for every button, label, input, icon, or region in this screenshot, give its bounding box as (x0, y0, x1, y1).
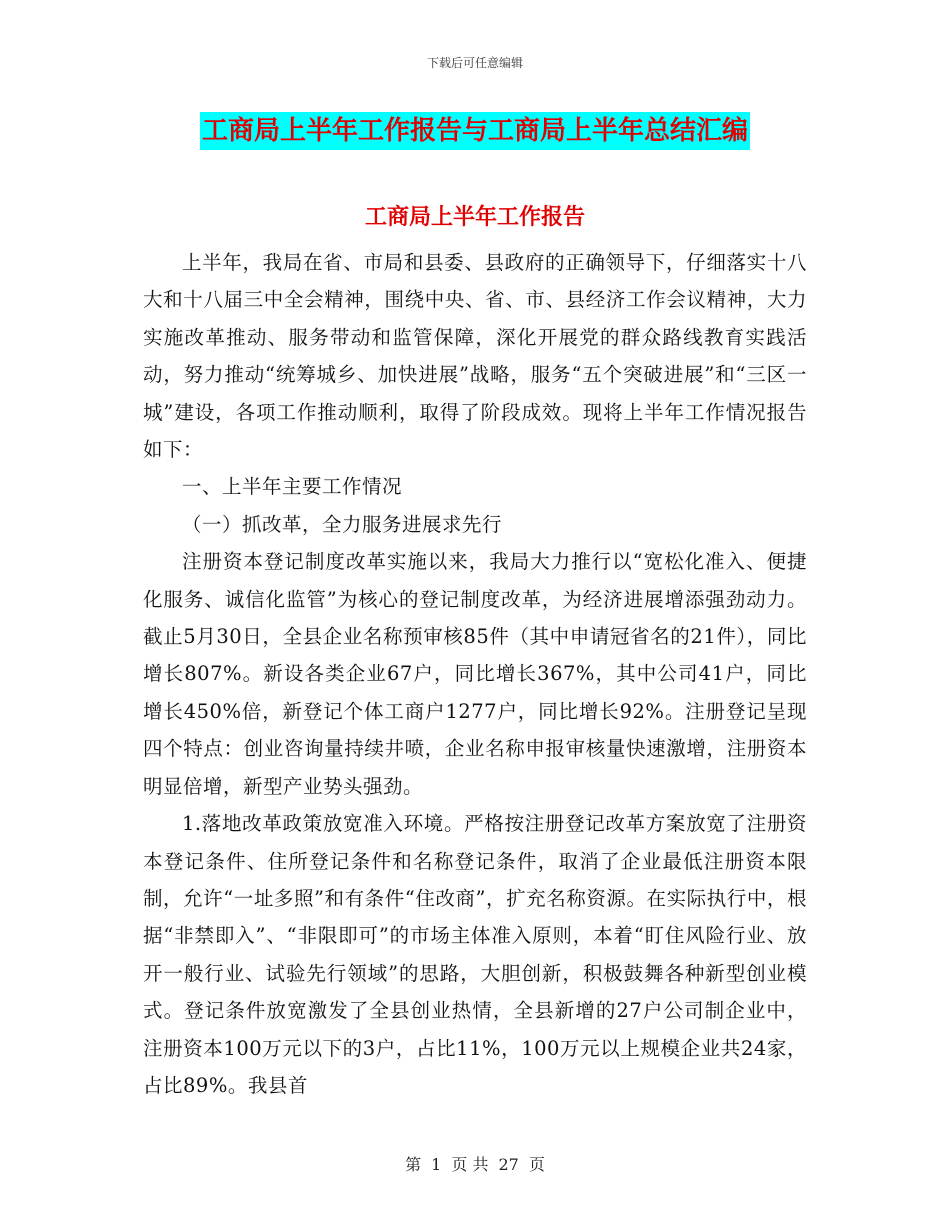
paragraph-policy-implementation: 1.落地改革政策放宽准入环境。严格按注册登记改革方案放宽了注册资本登记条件、住所登记条件和名称登记条件，取消了企业最低注册资本限制，允许“一址多照”和有条件“住改商”，扩充名称资源。在实际执行中，根据“非禁即入”、“非限即可”的市场主体准入原则，本着“盯住风险行业、放开一般行业、试验先行领域”的思路，大胆创新，积极鼓舞各种新型创业模式。登记条件放宽激发了全县创业热情，全县新增的27户公司制企业中，注册资本100万元以下的3户，占比11%，100万元以上规模企业共24家，占比89%。我县首 (143, 812, 807, 1097)
paragraph-registration-reform: 注册资本登记制度改革实施以来，我局大力推行以“宽松化准入、便捷化服务、诚信化监管”为核心的登记制度改革，为经济进展增添强劲动力。截止5月30日，全县企业名称预审核85件（其中申请冠省名的21件），同比增长807%。新设各类企业67户，同比增长367%，其中公司41户，同比增长450%倍，新登记个体工商户1277户，同比增长92%。注册登记呈现四个特点：创业咨询量持续井喷，企业名称申报审核量快速激增，注册资本明显倍增，新型产业势头强劲。 (143, 550, 807, 798)
heading-part-one: 一、上半年主要工作情况 (182, 475, 403, 499)
current-page-number: 1 (431, 1155, 442, 1174)
section-title: 工商局上半年工作报告 (364, 205, 585, 230)
document-body (143, 244, 807, 1104)
footer-prefix: 第 (405, 1155, 422, 1174)
heading-subsection-one: （一）抓改革，全力服务进展求先行 (182, 512, 503, 536)
footer-suffix: 页 (528, 1155, 545, 1174)
paragraph-intro: 上半年，我局在省、市局和县委、县政府的正确领导下，仔细落实十八大和十八届三中全会精神，围绕中央、省、市、县经济工作会议精神，大力实施改革推动、服务带动和监管保障，深化开展党的群众路线教育实践活动，努力推动“统筹城乡、加快进展”战略，服务“五个突破进展”和“三区一城”建设，各项工作推动顺利，取得了阶段成效。现将上半年工作情况报告如下： (143, 251, 807, 462)
document-title: 工商局上半年工作报告与工商局上半年总结汇编 (200, 112, 750, 150)
header-note: 下载后可任意编辑 (426, 56, 523, 70)
document-title-block (0, 112, 950, 150)
footer-middle: 页 共 (451, 1155, 489, 1174)
total-page-count: 27 (498, 1155, 519, 1174)
page-footer (0, 1152, 950, 1175)
